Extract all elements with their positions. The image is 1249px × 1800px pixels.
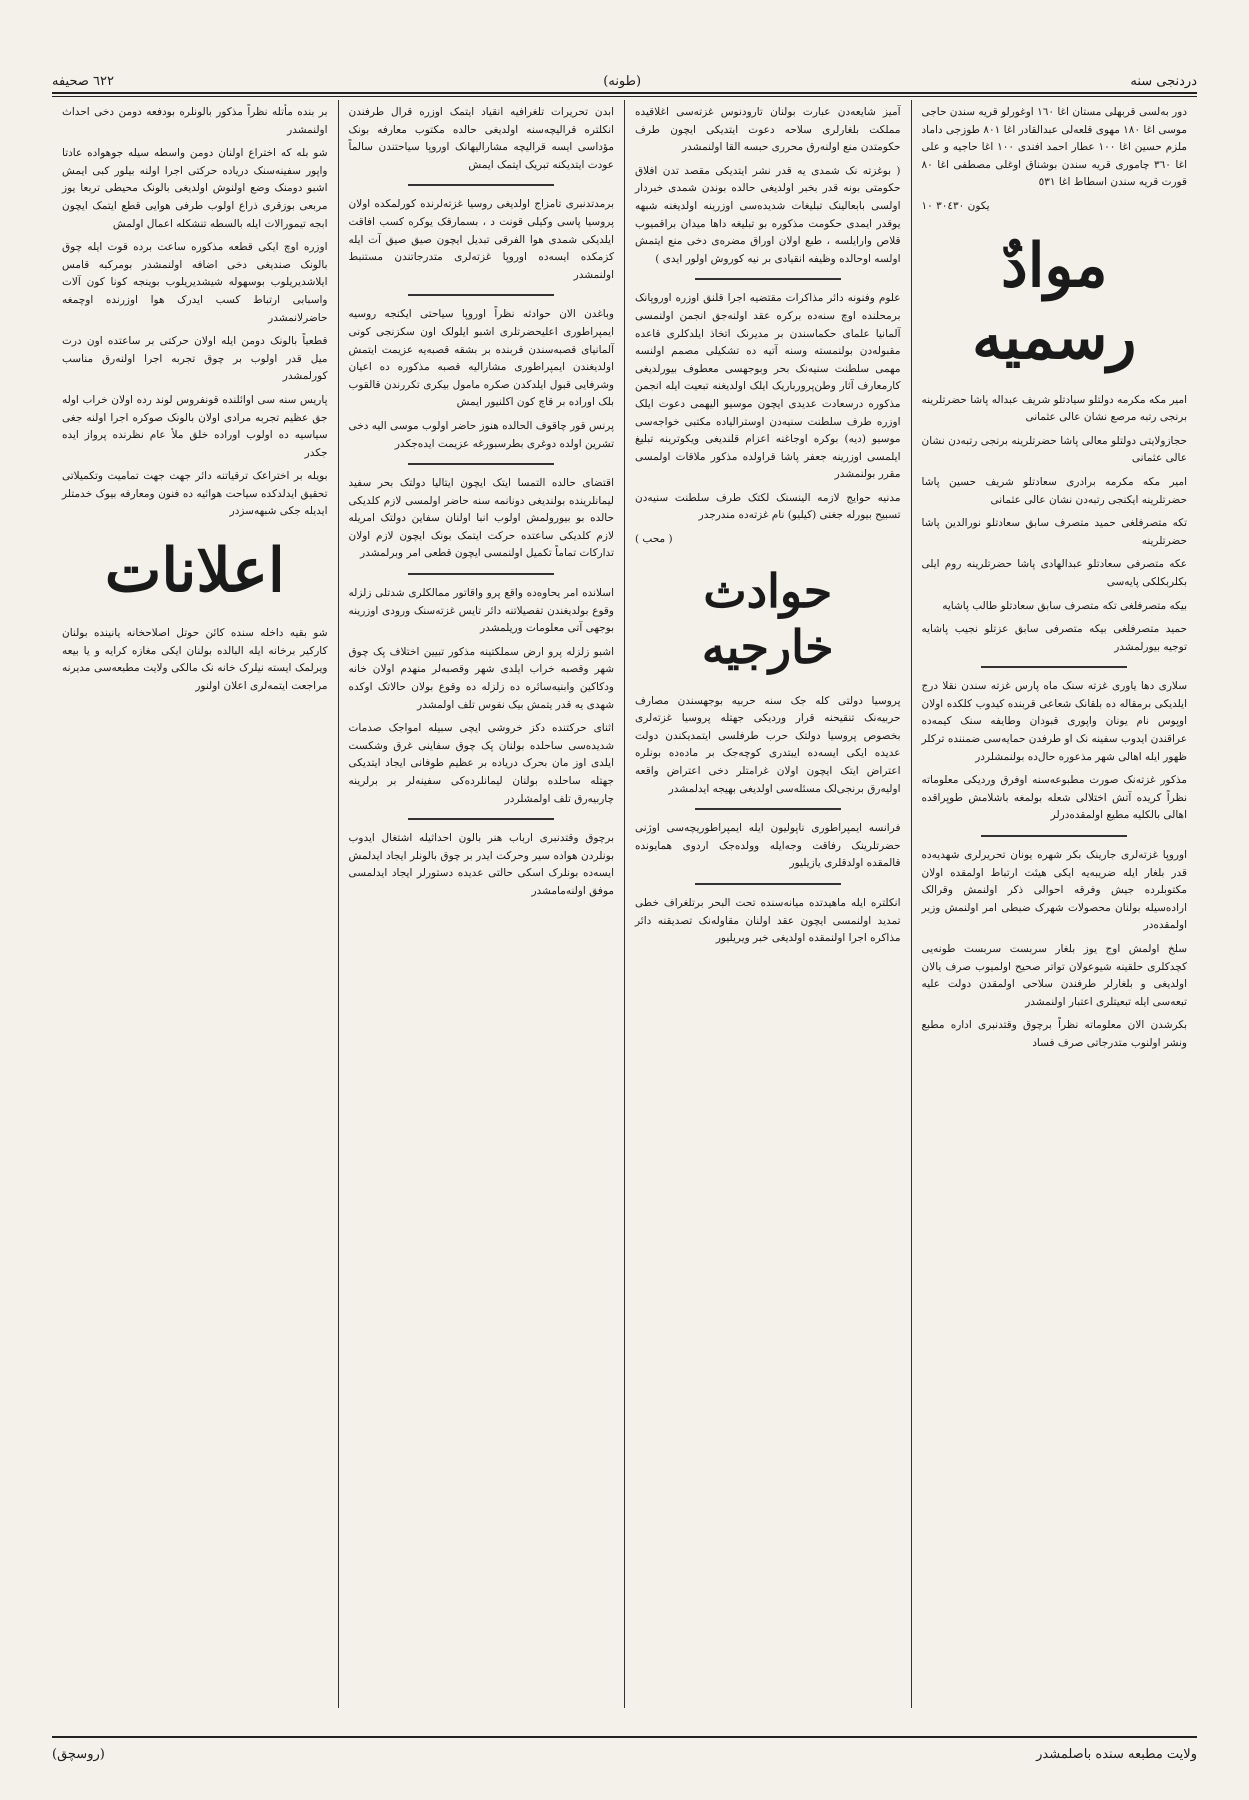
article-paragraph: بر بنده مأتله نظراً مذکور بالونلره بودفعه دومن دخی احداث اولنمشدر [62,106,328,136]
article-paragraph: امیر مکه مکرمه دولتلو سیادتلو شریف عبداله پاشا حضرتلرینه برنجی رتبه مرصع نشان عالی عثمانی [921,393,1187,424]
column-2 [624,100,911,1708]
article-paragraph: بیکه متصرفلغی تکه متصرف سابق سعادتلو طالب پاشایه [942,599,1187,612]
section-divider [408,463,554,465]
article-paragraph: اسلانده امر یحاوه‌ده واقع پرو واقاتور ممالکلری شدتلی زلزله وقوع بولدیغندن تفصیلاتنه دائر تایس غزته‌سنک ورودی اوزرینه بوجهی آتی معلومات وریلمشدر [348,587,614,635]
article-paragraph: پروسیا دولتی کله جک سنه حربیه بوجهسندن مصارف حربیه‌نک تنقیحنه قرار وردیکی جهتله پروسیا غزته‌لری بخصوص پروسیا دولتک حرب طرفلسی ایتمدیکندن دولت عدیده ایکی ایسه‌ده ایبتدری کوچه‌جک بر ماده‌ده بونلره اعتراض ایتک ایچون اولان غرامتلر دخی اعتراض واقعه اولیه‌رق برنجی‌لک مسئله‌سی اولدیغی بهیجه ایدلمشدر [635,694,901,795]
article-paragraph: اوروپا غزته‌لری جارینک بکر شهره یونان تحریرلری شهدیه‌ده قدر بلغار ایله ضریبه‌یه ایکی هیئت ارتباط اولمقده اولان مکتوبلرده جیش وفرقه احوالی ذکر اولنمش وقرالک اراده‌سیله بولنان محصولات شهرک ضبطی امر اولنمش وزیر اولمقده‌در [921,849,1187,932]
article-paragraph: انکلتره ایله ماهیدتده میانه‌سنده تحت البحر برتلغراف خطی تمدید اولنمسی ایچون عقد اولنان مقاوله‌نک تصدیقنه دائر مذاکره اجرا اولنمقده اولدیغی خبر ویریلیور [635,897,901,945]
article-paragraph: تکه متصرفلغی حمید متصرف سابق سعادتلو نورالدین پاشا حضرتلرینه [921,517,1187,547]
article-paragraph: برچوق وقتدنبری ارباب هنر بالون احداثیله اشتغال ایدوب بونلردن هواده سیر وحرکت ایدر بر چوق بالونلر ایجاد ایدلمش ایسه‌ده بونلرک اسکی حالتی عدیده دستورلر ایجاد ایدلمسی موفق اولنه‌مامشدر [348,832,614,897]
city-label: (روسچق) [52,1747,105,1762]
article-paragraph: سلاری دها یاوری غزته سنک ماه پارس غزته سندن نقلا درج ایلدیکی برمقاله ده بلقانک شعاعی قربنده کیدوب کلکده اولان اوپوس نام یونان واپوری قبودان وطایفه سنک کیمه‌ده عراقندن ایدوب سفینه نک او طرفدن حمایه‌سی ضمننده ترکلر ظهور ایله اهالی شهر مذعوره حال‌ده بولنمشلردر [921,680,1187,763]
section-divider [981,666,1127,668]
donation-total: یکون ٣٠٤٣٠ ١٠ [921,199,990,212]
section-divider [695,278,841,280]
article-paragraph: حمید متصرفلغی بیکه متصرفی سابق عزتلو نجیب پاشایه توجیه بیورلمشدر [921,623,1187,653]
article-paragraph: وباغدن الان حوادثه نظراً اوروپا سیاحتی ایکنجه روسیه ایمپراطوری اعلیحضرتلری اشبو ایلولک اون سکزنجی کونی آلمانیای قصبه‌سندن قربنده بر بشقه قصبه‌یه عزیمت ایتمش اولدیغندن ایمپراطوری مشارالیه قصبه مذکوره ده اعیان وشرفایی قبول ایلدکدن صکره مامول بیکری تکررندن قالقوب بلک اوراده بر قاچ کون اکلنیور‌ ایمش [348,308,614,409]
article-paragraph: پرنس قور چاقوف الحالده هنوز حاضر اولوب موسی الیه دخی تشرین اولده دوغری بطرسبورغه عزیمت ایده‌جکدر [348,419,614,450]
article-paragraph: برمدتدنبری تامزاج اولدیغی روسیا غزته‌لرنده کورلمکده اولان پروسیا پاسی وکیلی قونت د ، بسمارقک یوکره کسب افاقت ایلدیکی شمدی هوا الفرقی تبدیل ایچون صیق صیق آت ایله کزمکده ایسه‌ده اوروپا غزته‌لری متدرجاتندن مستنبط اولنمشدر [348,198,614,281]
column-4 [52,100,338,1708]
page-number: ٦٢٢ صحیفه [52,74,114,89]
page-footer [52,1747,1197,1762]
article-paragraph: آمیز شایعه‌دن عبارت بولنان تارودنوس غزته‌سی اغلاقیده مملکت بلغارلری سلاحه دعوت ایتدیکی ایچون طرف حکومتدن منع اولنه‌رق محرری حبسه القا اولنمشدر [635,106,901,154]
section-divider [695,808,841,810]
section-heading-announcements: اعلانات [104,536,285,607]
section-divider [408,294,554,296]
section-divider [408,184,554,186]
article-paragraph: سلخ اولمش اوج یوز بلغار سربست سربست طونه‌یی کچدکلری حلقینه شیوعولان تواتر صحیح اولمیوب صرف یالان اولدیغی و بلغارلر طرفندن سلاحی اولمقدن دولت علیه تبعه‌سی ایله تبعیتلری اعتبار اولنمشدر [921,943,1187,1008]
year-label: دردنجی سنه [1130,74,1197,89]
column-3 [338,100,625,1708]
header-rule [52,92,1197,94]
article-signature: ( محب ) [635,533,673,546]
article-paragraph: حجازولایتی دولتلو معالی پاشا حضرتلرینه برنجی رتبه‌دن نشان عالی عثمانی [921,434,1187,465]
article-paragraph: اثنای حرکتنده دکز خروشی ایچی سبیله امواجک صدمات شدیده‌سی ساحلده بولنان پک چوق سفاینی غرق وشکست ایلدی اوز مان بحرک دریاده بر عظیم طوفانی ایجاد ایتدیکی جهتله ساحلده بولنان لیمانلرده‌کی سفینه‌لر بر برلرینه چاربیه‌رق تلف اولمشلردر [348,722,614,805]
article-paragraph: مدنیه حوایج لازمه الینسنک لکتک طرف سلطنت سنیه‌دن تسبیح بیورله جغنی (کیلیو) نام غزته‌ده مندرجدر [635,491,901,522]
columns [52,100,1197,1708]
article-paragraph: مذکور غزته‌نک صورت مطبوعه‌سنه اوفرق وردیکی معلوماته نظراً کریده آتش اختلالی شعله بولمغه باشلامش طوپراقده اهالی بالکلیه مطیع اولمقده‌درلر [921,774,1187,822]
article-paragraph: امیر مکه مکرمه برادری سعادتلو شریف حسین پاشا حضرتلرینه ایکنجی رتبه‌دن نشان عالی عثمانی [921,475,1187,506]
article-paragraph: قطعیاً بالونک دومن ایله اولان حرکتی بر ساعتده اون درت میل قدر اولوب بر چوق تجربه اجرا اولنه‌رق مناسب کورلمشدر [62,335,328,383]
donation-list: دور بەلسی قربهلی مستان اغا ١٦٠ اوغورلو قریه سندن حاجی موسی اغا ١٨٠ مهوی قلعه‌لی عبدالقادر اغا ٨٠١ طوزجی داماد ملزم حسین اغا ١٠٠ عطار احمد افندی ١٠٠ اغا حاجیه و علی اغا ٣٦٠ چاموری قریه سندن بوشناق اوغلی مصطفی اغا ٨٠ قورت قریه سندن اسطاط اغا ٥٣١ [921,106,1188,189]
article-paragraph: اوزره اوچ ایکی قطعه مذکوره ساعت برده قوت ایله چوق بالونک صندیغی دخی اضافه اولنمشدر بومرکبه قامس ایلاشدیریلوب بوسهوله شیشدیریلوب بوینجه کونا کون آلات واسبابی ارتباط کسب ایدرک هوا اوزرنده اوچمغه حاضرلانمشدر [62,241,328,324]
article-paragraph: فرانسه ایمپراطوری ناپولیون ایله ایمپراطوریچه‌سی اوژنی حضرتلرینک رفاقت وجه‌ایله وولده‌جک اردوی همایونده قالمقده اولدقلری یازیلیور [635,822,901,870]
section-divider [981,835,1127,837]
section-divider [408,573,554,575]
page-header [52,74,1197,89]
column-1 [911,100,1198,1708]
section-divider [695,883,841,885]
article-paragraph: عکه متصرفی سعادتلو عبدالهادی پاشا حضرتلرینه روم ایلی بکلربکلکی پایه‌سی [921,558,1187,588]
article-paragraph: پاریس سنه سی اوائلنده قونفروس لوند رده اولان خراب اوله جق عظیم تجربه مرادی اولان بالونک صوکره اجرا اولنه جغی سیاسیه ده اولوب اوراده خلق ملأ عام نظرنده پرواز ایده جکدر [62,393,328,459]
article-paragraph: بکرشدن الان معلوماته نظراً برچوق وقتدنبری اداره مطبع ونشر اولنوب متدرجاتی صرف فساد [921,1019,1187,1049]
section-heading-foreign: حوادث خارجیه [701,563,834,674]
article-paragraph: ابدن تحریرات تلغرافیه انقیاد ایتمک اوزره قرال طرفندن انکلتره قرالیچه‌سنه اولدیغی حالده مکتوب معارفه بونک مؤداسی ایسه قرالیچه مشارالیهانک اوروپا سیاحتندن سالماً عودت ایتدیکنه تبریک ایتمک ایمش [348,106,614,171]
article-paragraph: ( بوغزته نک شمدی یه قدر نشر ایتدیکی مقصد تدن افلاق حکومتی بونه قدر بخبر اولدیغی حالده بوندن شمدی خبردار اولسی بابعالینک تبلیغات شدیده‌سی اوزرینه اولدیغنه شبهه یوقدر ایمدی حکومت مذکوره بو تبلیغه داها میدان براقمیوب قلاص وارایلسه ، طبع اولان اوراق مضره‌ی دخی منع ایتمش اولسه اوحالده وظیفه انقیادی بر نیه کوروش اولور ایدی ) [635,164,901,265]
article-paragraph: بویله بر اختراعک ترقیاتنه دائر جهت جهت تمامیت وتکمیلاتی تحقیق ایدلدکده سیاحت هوائیه ده فنون ومعارفه بیوک خدمتلر ایدیله جکی شبهه‌سزدر [62,470,328,518]
header-rule-thin [52,96,1197,97]
article-paragraph: اقتضای حالده التمسا ایتک ایچون ایتالیا دولتک بحر سفید لیمانلرینده بولندیغی دونانمه سنه حاضر اولمسی لازم کلدیکی حالده بو بیورولمش اولوب انبا اولنان سفاین دولتک امریله لازم کلدیکی ساعتده حرکت ایتمک بونک ایچون لازم اولان تدارکات تماماً تکمیل اولنمسی ایچون قطعی امر وبرلمشدر [348,477,614,560]
article-paragraph: علوم وفنونه دائر مذاکرات مقتضیه اجرا قلنق اوزره اوروپانک برمحلنده اوچ سنه‌ده برکره عقد اولنه‌جق انجمن اولنمسی آلمانیا علمای حکماسندن بر مدیرنک اتخاذ ایلدکلری قاعده مقبوله‌دن بولنمسته وسنه آتیه ده تشکیلی مصمم اولنسه مهمی سلطنت سنیه‌نک بحر وبوجهسی معطوف بیورلدیغی کارمعارف آثار وطن‌پرورباریک ایلک اولدیغنه تبعیت ایله انجمن مذکوره درسعادت عدیدی ایچون موسیو الیهمی دعوت ایلک اوزره طرف سلطنت سنیه‌دن اوسترالیاده مکتبی خواجه‌سی موسیو (دیه) بوکره اوجاغنه اعزام قلندیغی ویکوترینه تبلیغ ایلمسی اوزرینه جعفر پاشا قراولده مذکور ملاقات اولمسی مقرر بولنمشدر [635,292,901,481]
article-paragraph: اشبو زلزله پرو ارض سملکتینه مذکور تبیین اختلاف پک چوق شهر وقصبه خراب ایلدی شهر وقصبه‌لر منهدم اولان خانه ودکاکین وابنیه‌سائره ده زلزله ده وقوع بولان حالاتک اوکده شهدی یه قدر یتمش بیک نفوس تلف اولمشدر [348,645,614,711]
footer-rule [52,1736,1197,1738]
announcement-paragraph: شو بقیه داخله سنده کائن حوتل اصلاحخانه یانینده بولنان کارکیر برخانه ایله البالده بولنان ایکی مغازه کرایه و یا بیعه ویرلمک ایسته نیلرک خانه نک مالکی ولایت مطبعه‌سی مدیرنه مراجعت ایتمه‌لری اعلان اولنور [62,627,328,692]
newspaper-title: (طونه) [603,74,642,89]
section-heading-official: موادٌ رسمیه [972,230,1137,373]
section-divider [408,818,554,820]
printer-imprint: ولایت مطبعه سنده باصلمشدر [1036,1747,1197,1762]
article-paragraph: شو بله که اختراع اولنان دومن واسطه سیله جوهواده عادتا واپور سفینه‌سنک دریاده حرکتی اجرا اولنه بیلور کبی ایمش اشبو دومنک وضع اولنوش اولدیغی بالونک محیطی تربعا یوز مربعی بوزقری ذراع اولوب طرفی هوایی قطع ایتمک ایچون ابجه تیمورالات ایله بالسطه تنشکله اعمال اولمش [62,147,328,230]
